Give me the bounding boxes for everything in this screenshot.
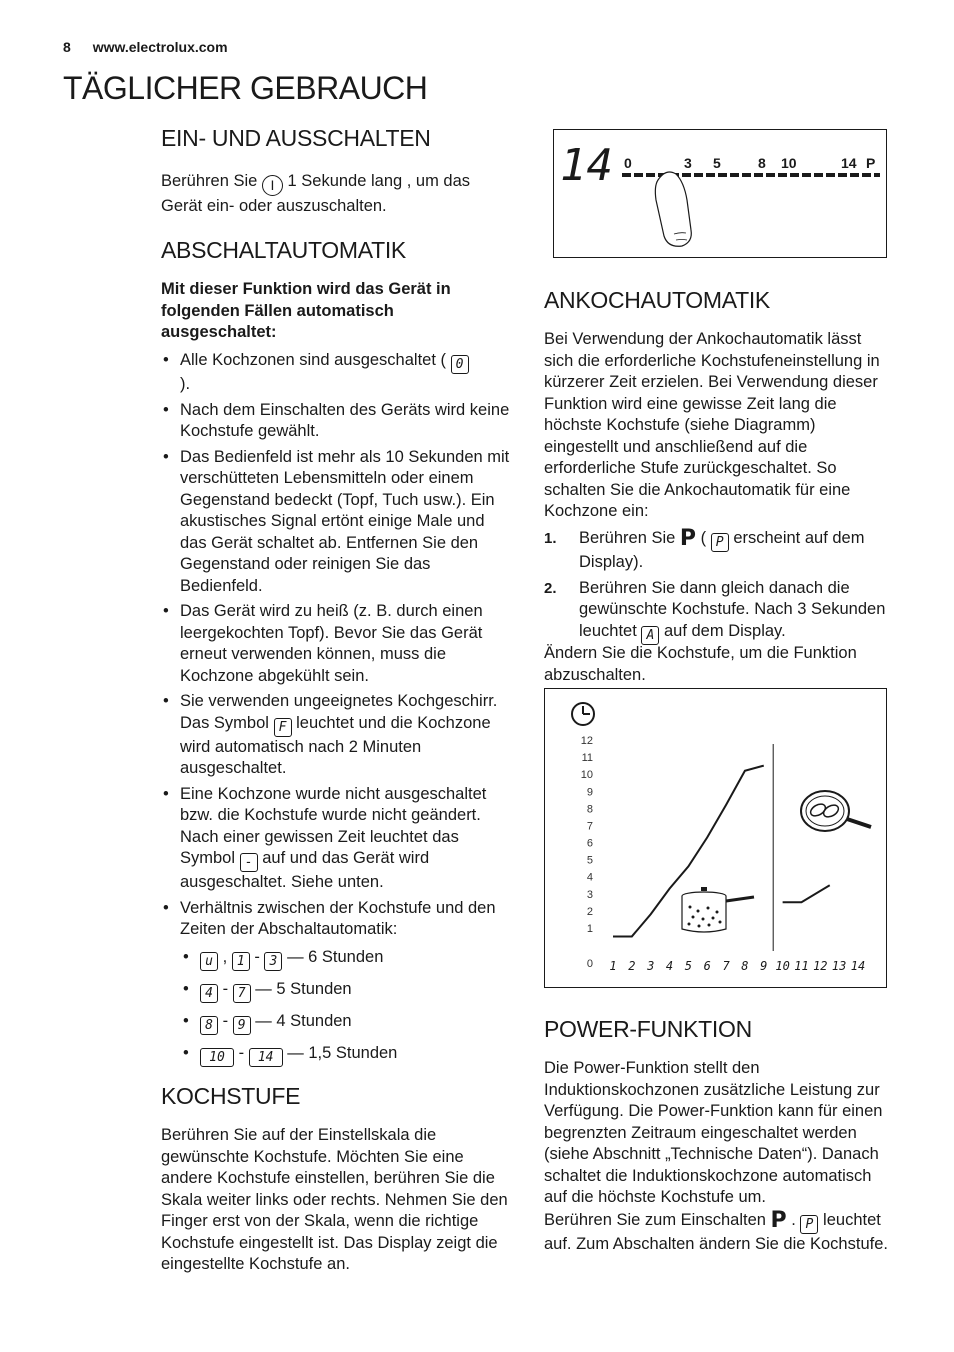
level-symbol: 1 (232, 952, 250, 971)
level-symbol: u (200, 952, 218, 971)
y-tick-label: 8 (586, 803, 593, 816)
abschalt-list (161, 350, 513, 945)
level-symbol: 8 (200, 1016, 218, 1035)
y-tick-label: 4 (586, 871, 593, 884)
scale-label: 10 (781, 155, 797, 171)
power-text-2 (544, 1210, 894, 1256)
y-tick-label: 3 (586, 888, 593, 901)
sublist-item (181, 979, 511, 1003)
scale-label: 3 (684, 155, 692, 171)
list-item: • Das Gerät wird zu heiß (z. B. durch einen leergekochten Topf). Bevor Sie das Gerät erneut verwenden können, muss die Kochzone abgekühlt sein. (161, 601, 513, 687)
page-number: 8 (63, 39, 71, 55)
list-item: • Verhältnis zwischen der Kochstufe und den Zeiten der Abschaltautomatik: (161, 898, 513, 941)
power-t2-c: leuchtet auf. Zum Abschalten ändern Sie die Kochstufe. (544, 1211, 888, 1253)
pan-icon (801, 791, 871, 831)
power-t2-a: Berühren Sie zum Einschalten (544, 1211, 766, 1229)
zero-symbol: 0 (451, 355, 469, 374)
page-header (63, 39, 228, 55)
s1-text-a: Berühren Sie (579, 529, 676, 547)
ankoch-outro: Ändern Sie die Kochstufe, um die Funktion abzuschalten. (544, 644, 857, 684)
list-item: • Nach dem Einschalten des Geräts wird keine Kochstufe gewählt. (161, 400, 513, 443)
ankoch-steps (544, 528, 894, 649)
y-tick-label: 9 (586, 786, 593, 799)
level-symbol: 14 (249, 1048, 283, 1067)
s1-text-c: erscheint auf dem Display). (579, 529, 865, 571)
x-tick-label: 3 (647, 959, 655, 973)
list-item (161, 350, 513, 396)
scale-label: P (866, 155, 876, 171)
scale-label: 0 (624, 155, 632, 171)
x-tick-label: 5 (684, 959, 693, 973)
ankoch-chart (545, 689, 888, 989)
y-tick-label: 6 (586, 837, 593, 850)
b1-text-a: Alle Kochzonen sind ausgeschaltet ( (180, 351, 446, 369)
heading-kochstufe: KOCHSTUFE (161, 1083, 301, 1109)
duration-text: — 5 Stunden (255, 980, 352, 998)
y-tick-label: 1 (586, 922, 593, 935)
step-number: 2. (544, 579, 557, 597)
page-title: TÄGLICHER GEBRAUCH (63, 70, 428, 106)
y-tick-label: 5 (586, 854, 593, 867)
dash-symbol: - (240, 853, 258, 872)
x-tick-label: 10 (775, 959, 790, 973)
control-panel-drawing (554, 130, 888, 259)
b1-text-b: ). (180, 375, 191, 393)
scale-label: 14 (841, 155, 857, 171)
f-symbol: F (274, 718, 292, 737)
series-line (783, 885, 830, 902)
b5-text-a: Sie verwenden ungeeignetes Kochgeschirr. Das Symbol (180, 692, 498, 732)
duration-text: — 6 Stunden (287, 948, 384, 966)
x-tick-label: 1 (609, 959, 617, 973)
list-item (161, 691, 513, 780)
separator: - (254, 948, 260, 966)
sublist-item (181, 1011, 511, 1035)
y-tick-label: 12 (580, 735, 593, 747)
separator: - (222, 1012, 229, 1030)
ein-aus-text (161, 171, 513, 218)
sublist-item (181, 947, 511, 971)
scale-label: 8 (758, 155, 766, 171)
header-url[interactable]: www.electrolux.com (92, 39, 228, 55)
b6-text-a: Eine Kochzone wurde nicht ausgeschaltet bzw. die Kochstufe wurde nicht geändert. Nach einer gewissen Zeit leuchtet das Symbol (180, 784, 487, 867)
x-tick-label: 6 (703, 959, 711, 973)
s2-text-a: Berühren Sie dann gleich danach die gewünschte Kochstufe. Nach 3 Sekunden leuchtet (579, 578, 886, 640)
power-text: Die Power-Funktion stellt den Induktionskochzonen zusätzliche Leistung zur Verfügung. Die Power-Funktion kann für einen begrenzten Zeitraum eingeschaltet werden (siehe Abschnitt „Technische Daten“). Danach schaltet die Induktionskochzone automatisch auf die höchste Kochstufe um. (544, 1059, 883, 1206)
s2-text-b: auf dem Display. (663, 621, 786, 640)
level-symbol: 10 (200, 1048, 234, 1067)
onoff-symbol: I (262, 175, 283, 196)
duration-text: — 4 Stunden (255, 1012, 352, 1030)
s1-text-b: ( (700, 529, 707, 547)
ein-aus-text-b: 1 Sekunde lang , um das Gerät ein- oder auszuschalten. (161, 172, 471, 215)
x-tick-label: 11 (794, 959, 809, 973)
control-panel-figure (553, 129, 887, 258)
ankoch-chart-frame (544, 688, 887, 988)
heading-power-funktion: POWER-FUNKTION (544, 1016, 752, 1042)
step-number: 1. (544, 530, 557, 547)
x-tick-label: 8 (741, 959, 749, 973)
y-tick-label: 2 (586, 905, 593, 918)
x-tick-label: 9 (760, 959, 768, 973)
x-tick-label: 14 (850, 959, 866, 973)
p-symbol: P (800, 1215, 818, 1234)
y-tick-label: 7 (586, 820, 593, 833)
y-tick-label: 0 (586, 958, 593, 970)
p-symbol: P (711, 533, 729, 552)
p-key-icon: P (679, 526, 697, 551)
pot-icon (682, 887, 754, 932)
ankoch-intro: Bei Verwendung der Ankochautomatik lässt sich die erforderliche Kochstufeneinstellung in kürzerer Zeit erzielen. Bei Verwendung dieser Funktion wird eine gewisse Zeit lang die höchste Kochstufe (siehe Diagramm) eingestellt und anschließend auf die erforderliche Stufe zurückgeschaltet. So schalten Sie die Ankochautomatik für eine Kochzone ein: (544, 330, 880, 520)
b5-text-b: leuchtet und die Kochzone wird automatisch nach 2 Minuten ausgeschaltet. (180, 713, 491, 777)
list-item: • Das Bedienfeld ist mehr als 10 Sekunden mit verschütteten Lebensmitteln oder einem Gegenstand bedeckt (Topf, Tuch usw.). Ein akustisches Signal ertönt einige Male und das Gerät schaltet ab. Entfernen Sie den Gegenstand oder reinigen Sie das Bedienfeld. (161, 447, 513, 598)
b6-text-b: auf und das Gerät wird ausgeschaltet. Siehe unten. (180, 849, 430, 891)
kochstufe-text: Berühren Sie auf der Einstellskala die gewünschte Kochstufe. Möchten Sie eine andere Kochstufe einstellen, berühren Sie die Skala weiter links oder rechts. Nehmen Sie den Finger erst von der Skala, wenn die richtige Kochstufe eingestellt ist. Das Display zeigt die eingestellte Kochstufe an. (161, 1126, 508, 1273)
duration-text: — 1,5 Stunden (287, 1044, 398, 1062)
sublist-item (181, 1043, 511, 1067)
list-item (544, 578, 894, 645)
level-symbol: 4 (200, 984, 218, 1003)
level-symbol: 7 (233, 984, 251, 1003)
finger-icon (655, 172, 691, 246)
abschalt-sublist (181, 947, 511, 1075)
y-tick-label: 11 (581, 752, 593, 765)
list-item (161, 784, 513, 894)
level-symbol: 9 (233, 1016, 251, 1035)
separator: - (222, 980, 229, 998)
abschalt-intro: Mit dieser Funktion wird das Gerät in folgenden Fällen automatisch ausgeschaltet: (161, 280, 451, 341)
level-symbol: 3 (264, 952, 282, 971)
heading-ein-aus: EIN- UND AUSSCHALTEN (161, 125, 431, 151)
separator: - (238, 1044, 245, 1062)
y-tick-label: 10 (580, 769, 593, 782)
clock-icon (572, 703, 594, 725)
heading-abschaltautomatik: ABSCHALTAUTOMATIK (161, 237, 406, 263)
p-key-icon: P (770, 1208, 787, 1233)
a-symbol: A (641, 626, 659, 645)
list-item (544, 528, 894, 574)
ein-aus-text-a: Berühren Sie (161, 172, 258, 190)
scale-label: 5 (713, 155, 721, 171)
power-t2-b: . (791, 1211, 796, 1229)
display-readout: 14 (560, 140, 613, 191)
heading-ankochautomatik: ANKOCHAUTOMATIK (544, 287, 770, 313)
x-tick-label: 2 (628, 959, 636, 973)
x-tick-label: 4 (665, 959, 674, 973)
separator: , (222, 948, 228, 966)
x-tick-label: 12 (813, 959, 828, 973)
x-tick-label: 13 (831, 959, 847, 973)
x-tick-label: 7 (722, 959, 730, 973)
